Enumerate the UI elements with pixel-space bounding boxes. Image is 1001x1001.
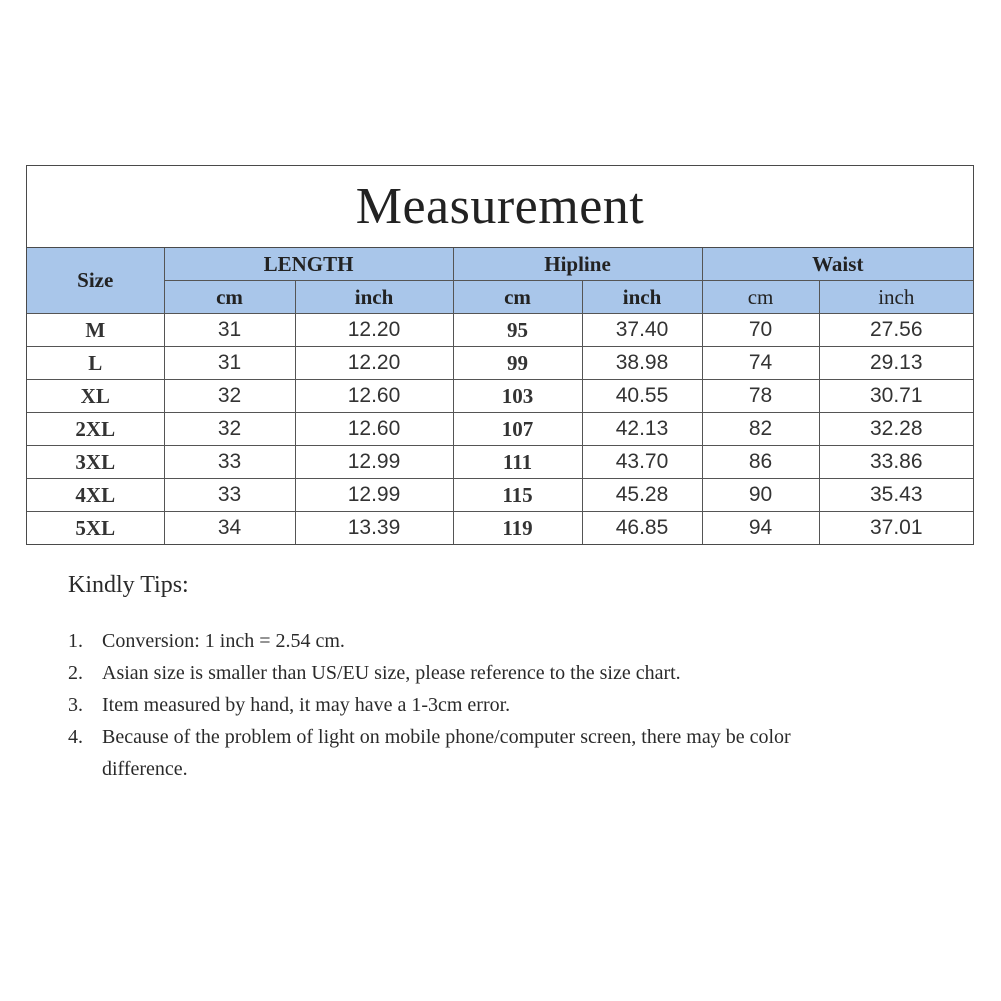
length-inch-cell: 12.20 — [295, 314, 453, 347]
table-row — [27, 446, 973, 479]
size-cell: 2XL — [27, 413, 164, 446]
hip-inch-cell: 43.70 — [582, 446, 702, 479]
length-header: LENGTH — [164, 248, 453, 281]
table-body — [27, 314, 973, 545]
length-inch-header: inch — [295, 281, 453, 314]
tip-item — [68, 689, 888, 721]
tip-text: Item measured by hand, it may have a 1-3cm error. — [102, 694, 511, 716]
table-row — [27, 314, 973, 347]
length-inch-cell: 12.99 — [295, 479, 453, 512]
unit-header-row — [27, 281, 973, 314]
waist-inch-cell: 32.28 — [819, 413, 973, 446]
tip-item — [68, 625, 888, 657]
table-row — [27, 413, 973, 446]
hip-cm-cell: 115 — [453, 479, 582, 512]
length-cm-cell: 32 — [164, 380, 295, 413]
hip-inch-cell: 38.98 — [582, 347, 702, 380]
tip-item — [68, 721, 888, 785]
hip-cm-cell: 99 — [453, 347, 582, 380]
hip-inch-cell: 46.85 — [582, 512, 702, 545]
tip-text: Asian size is smaller than US/EU size, please reference to the size chart. — [102, 662, 681, 684]
waist-inch-cell: 30.71 — [819, 380, 973, 413]
size-chart — [26, 165, 974, 545]
hip-cm-cell: 103 — [453, 380, 582, 413]
size-cell: M — [27, 314, 164, 347]
length-inch-cell: 12.60 — [295, 380, 453, 413]
length-inch-cell: 12.60 — [295, 413, 453, 446]
tips-heading: Kindly Tips: — [68, 572, 189, 598]
kindly-tips — [68, 572, 888, 785]
waist-cm-cell: 78 — [702, 380, 819, 413]
tip-number: 1. — [68, 630, 83, 652]
length-cm-cell: 33 — [164, 446, 295, 479]
size-cell: 3XL — [27, 446, 164, 479]
table-row — [27, 479, 973, 512]
waist-cm-cell: 82 — [702, 413, 819, 446]
hip-cm-cell: 111 — [453, 446, 582, 479]
length-cm-cell: 33 — [164, 479, 295, 512]
length-inch-cell: 12.99 — [295, 446, 453, 479]
waist-inch-header: inch — [819, 281, 973, 314]
waist-inch-cell: 29.13 — [819, 347, 973, 380]
group-header-row — [27, 248, 973, 281]
waist-cm-cell: 70 — [702, 314, 819, 347]
hip-cm-cell: 107 — [453, 413, 582, 446]
hip-cm-header: cm — [453, 281, 582, 314]
tip-number: 4. — [68, 726, 83, 748]
length-cm-header: cm — [164, 281, 295, 314]
tip-text: Because of the problem of light on mobile phone/computer screen, there may be color difference. — [102, 726, 791, 780]
size-table — [27, 248, 973, 544]
waist-cm-cell: 74 — [702, 347, 819, 380]
waist-header: Waist — [702, 248, 973, 281]
tip-number: 3. — [68, 694, 83, 716]
hip-inch-cell: 42.13 — [582, 413, 702, 446]
size-cell: 4XL — [27, 479, 164, 512]
hip-cm-cell: 95 — [453, 314, 582, 347]
length-cm-cell: 31 — [164, 314, 295, 347]
size-cell: 5XL — [27, 512, 164, 545]
tip-text: Conversion: 1 inch = 2.54 cm. — [102, 630, 345, 652]
size-cell: L — [27, 347, 164, 380]
waist-inch-cell: 33.86 — [819, 446, 973, 479]
hipline-header: Hipline — [453, 248, 702, 281]
tip-item — [68, 657, 888, 689]
waist-cm-header: cm — [702, 281, 819, 314]
length-cm-cell: 32 — [164, 413, 295, 446]
waist-cm-cell: 94 — [702, 512, 819, 545]
size-cell: XL — [27, 380, 164, 413]
hip-inch-header: inch — [582, 281, 702, 314]
size-header: Size — [27, 248, 164, 314]
length-inch-cell: 12.20 — [295, 347, 453, 380]
tips-list — [68, 625, 888, 785]
chart-title-row — [27, 166, 973, 248]
chart-title: Measurement — [355, 178, 645, 235]
hip-inch-cell: 45.28 — [582, 479, 702, 512]
waist-cm-cell: 86 — [702, 446, 819, 479]
table-row — [27, 380, 973, 413]
waist-cm-cell: 90 — [702, 479, 819, 512]
waist-inch-cell: 27.56 — [819, 314, 973, 347]
hip-cm-cell: 119 — [453, 512, 582, 545]
hip-inch-cell: 37.40 — [582, 314, 702, 347]
waist-inch-cell: 37.01 — [819, 512, 973, 545]
table-row — [27, 347, 973, 380]
waist-inch-cell: 35.43 — [819, 479, 973, 512]
length-cm-cell: 34 — [164, 512, 295, 545]
tip-number: 2. — [68, 662, 83, 684]
hip-inch-cell: 40.55 — [582, 380, 702, 413]
length-inch-cell: 13.39 — [295, 512, 453, 545]
table-row — [27, 512, 973, 545]
length-cm-cell: 31 — [164, 347, 295, 380]
